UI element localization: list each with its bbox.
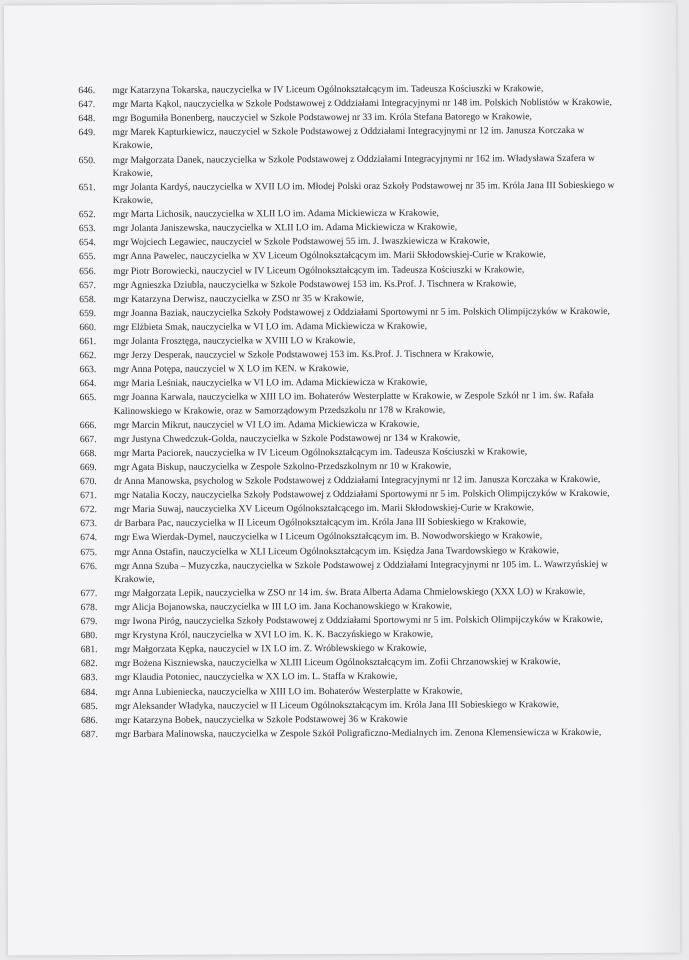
entry-text: mgr Jerzy Desperak, nauczyciel w Szkole Podstawowej 153 im. Ks.Prof. J. Tischnera w Krakowie, xyxy=(113,348,494,362)
entry-text: mgr Aleksander Władyka, nauczyciel w II Liceum Ogólnokształcącym im. Króla Jana III Sobieskiego w Krakowie, xyxy=(114,698,559,712)
list-item xyxy=(79,276,619,292)
entry-number: 684. xyxy=(80,686,98,698)
entry-number: 687. xyxy=(81,728,98,741)
entry-number: 656. xyxy=(79,265,96,277)
entry-number: 653. xyxy=(78,223,96,235)
list-item xyxy=(80,416,620,432)
list-item xyxy=(81,613,621,629)
entry-text: mgr Anna Lubieniecka, nauczycielka w XIII LO im. Bohaterów Westerplatte w Krakowie, xyxy=(114,685,463,698)
list-item xyxy=(78,96,618,112)
entry-number: 665. xyxy=(79,392,97,404)
entry-text: mgr Jolanta Frosztęga, nauczycielka w XVIII LO w Krakowie, xyxy=(113,334,356,348)
entry-text: mgr Anna Potępa, nauczyciel w X LO im KEN. w Krakowie, xyxy=(113,363,349,376)
list-item xyxy=(81,641,621,657)
entry-number: 662. xyxy=(79,350,97,362)
list-item xyxy=(81,697,621,713)
entry-number: 649. xyxy=(78,127,96,139)
entry-number: 685. xyxy=(80,700,98,712)
list-item xyxy=(80,487,620,503)
entry-number: 670. xyxy=(79,476,97,488)
entry-number: 664. xyxy=(79,378,97,390)
entry-number: 650. xyxy=(78,154,96,166)
entry-text: mgr Katarzyna Bobek, nauczycielka w Szkole Podstawowej 36 w Krakowie xyxy=(115,713,408,726)
entry-number: 647. xyxy=(78,99,96,111)
entry-text: mgr Małgorzata Lepik, nauczycielka w ZSO nr 14 im. św. Brata Alberta Adama Chmielowskiego (XXX LO) w Krakowie, xyxy=(114,585,586,599)
list-item xyxy=(79,220,619,236)
entry-number: 679. xyxy=(80,616,98,628)
list-item xyxy=(81,683,621,699)
entry-text: mgr Katarzyna Derwisz, nauczycielka w ZSO nr 35 w Krakowie, xyxy=(113,292,364,305)
entry-number: 657. xyxy=(79,279,96,291)
list-item xyxy=(80,501,620,517)
list-item xyxy=(81,655,621,671)
entry-text: mgr Małgorzata Kępka, nauczyciel w IX LO im. Z. Wróblewskiego w Krakowie, xyxy=(114,642,427,656)
entry-text: mgr Jolanta Janiszewska, nauczycielka w XLII LO im. Adama Mickiewicza w Krakowie, xyxy=(112,221,458,235)
list-item xyxy=(80,375,620,391)
entry-number: 668. xyxy=(79,447,97,460)
list-item xyxy=(79,234,619,250)
entry-number: 671. xyxy=(80,490,97,502)
entry-text: mgr Marta Lichosik, nauczycielka w XLII LO im. Adama Mickiewicza w Krakowie, xyxy=(112,207,439,221)
entry-number: 661. xyxy=(79,336,97,348)
entry-number: 681. xyxy=(80,644,98,656)
entry-text: mgr Klaudia Potoniec, nauczycielka w XX LO im. L. Staffa w Krakowie, xyxy=(114,671,398,684)
list-item xyxy=(79,319,619,335)
entry-text: mgr Anna Pawelec, nauczycielka w XV Liceum Ogólnokształcącym im. Marii Skłodowskiej-Curie w Krakowie, xyxy=(113,249,546,263)
list-item xyxy=(80,431,620,447)
page-shadow xyxy=(636,3,680,953)
entry-number: 678. xyxy=(80,602,98,614)
entry-text: mgr Natalia Koczy, nauczycielka Szkoły Podstawowej z Oddziałami Sportowymi nr 5 im. Polskich Olimpijczyków w Krakowie, xyxy=(114,487,610,502)
entry-number: 660. xyxy=(79,321,97,334)
entry-text: mgr Małgorzata Danek, nauczycielka w Szkole Podstawowej z Oddziałami Integracyjnymi nr 162 im. Władysława Szafera w Krakowie, xyxy=(112,152,595,179)
entry-number: 673. xyxy=(80,518,98,530)
entry-number: 648. xyxy=(78,113,96,125)
list-item xyxy=(79,262,619,278)
list-item xyxy=(80,473,620,489)
signatory-list xyxy=(78,82,621,742)
list-item xyxy=(78,110,618,126)
entry-number: 677. xyxy=(80,587,98,600)
entry-number: 652. xyxy=(78,209,96,221)
list-item xyxy=(80,515,620,531)
entry-number: 667. xyxy=(79,433,97,445)
entry-text: mgr Joanna Baziak, nauczycielka Szkoły Podstawowej z Oddziałami Sportowymi nr 5 im. Polskich Olimpijczyków w Krakowie, xyxy=(113,305,610,319)
entry-number: 659. xyxy=(79,307,97,319)
entry-text: mgr Krystyna Król, nauczycielka w XVI LO im. K. K. Baczyńskiego w Krakowie, xyxy=(114,628,434,642)
entry-text: mgr Maria Leśniak, nauczycielka w VI LO im. Adama Mickiewicza w Krakowie, xyxy=(113,376,428,390)
list-item xyxy=(79,206,619,222)
entry-text: mgr Marcin Mikrut, nauczyciel w VI LO im. Adama Mickiewicza w Krakowie, xyxy=(113,418,420,431)
entry-number: 669. xyxy=(79,462,97,474)
entry-number: 658. xyxy=(79,293,97,305)
entry-number: 663. xyxy=(79,364,97,376)
entry-text: mgr Ewa Wierdak-Dymel, nauczycielka w I Liceum Ogólnokształcącym im. B. Nowodworskiego w Krakowie, xyxy=(114,530,543,544)
entry-text: mgr Maria Suwaj, nauczycielka XV Liceum Ogólnokształcącego im. Marii Skłodowskiej-Curie w Krakowie, xyxy=(114,502,534,516)
entry-number: 646. xyxy=(78,85,96,97)
list-item xyxy=(78,124,618,153)
entry-text: mgr Marek Kapturkiewicz, nauczyciel w Szkole Podstawowej z Oddziałami Integracyjnymi nr 12 im. Janusza Korczaka w Krakowie, xyxy=(112,125,585,152)
list-item xyxy=(80,459,620,475)
list-item xyxy=(79,347,619,363)
list-item xyxy=(80,445,620,461)
list-item xyxy=(81,669,621,685)
entry-text: mgr Piotr Borowiecki, nauczyciel w IV Liceum Ogólnokształcącym im. Tadeusza Kościuszki w Krakowie, xyxy=(113,263,525,277)
entry-text: mgr Justyna Chwedczuk-Golda, nauczycielka w Szkole Podstawowej nr 134 w Krakowie, xyxy=(113,432,461,445)
entry-text: mgr Jolanta Kardyś, nauczycielka w XVII LO im. Młodej Polski oraz Szkoły Podstawowej nr 35 im. Króla Jana III Sobieskiego w Krakowie, xyxy=(112,179,615,207)
entry-text: mgr Anna Szuba – Muzyczka, nauczycielka w Szkole Podstawowej z Oddziałami Integracyjnymi nr 105 im. L. Wawrzyńskiej w Krakowie, xyxy=(114,558,608,585)
list-item xyxy=(81,726,621,742)
entry-number: 655. xyxy=(79,251,96,263)
entry-text: mgr Katarzyna Tokarska, nauczycielka w IV Liceum Ogólnokształcącym im. Tadeusza Kościuszki w Krakowie, xyxy=(112,83,544,96)
entry-text: mgr Iwona Piróg, nauczycielka Szkoły Podstawowej z Oddziałami Sportowymi nr 5 im. Polskich Olimpijczyków w Krakowie, xyxy=(114,613,603,628)
list-item xyxy=(79,248,619,264)
document-page xyxy=(4,3,680,956)
entry-text: dr Barbara Pac, nauczycielka w II Liceum Ogólnokształcącym im. Króla Jana III Sobieskiego w Krakowie, xyxy=(114,516,527,530)
entry-text: mgr Anna Ostafin, nauczycielka w XLI Liceum Ogólnokształcącym im. Księdza Jana Twardowskiego w Krakowie, xyxy=(114,544,559,558)
entry-text: mgr Alicja Bojanowska, nauczycielka w III LO im. Jana Kochanowskiego w Krakowie, xyxy=(114,600,452,614)
list-item xyxy=(81,627,621,643)
entry-number: 680. xyxy=(80,630,98,642)
entry-text: mgr Agnieszka Dziubla, nauczycielka w Szkole Podstawowej 153 im. Ks.Prof. J. Tischnera w Krakowie, xyxy=(113,277,517,291)
list-item xyxy=(79,305,619,321)
entry-text: dr Anna Manowska, psycholog w Szkole Podstawowej z Oddziałami Integracyjnymi nr 12 im. Janusza Korczaka w Krakowie, xyxy=(113,473,601,488)
list-item xyxy=(81,599,621,615)
entry-number: 666. xyxy=(79,419,97,431)
entry-number: 683. xyxy=(80,672,98,684)
entry-number: 682. xyxy=(80,658,98,670)
list-item xyxy=(80,529,620,545)
entry-text: mgr Joanna Karwala, nauczycielka w XIII LO im. Bohaterów Westerplatte w Krakowie, w Zespole Szkół nr 1 im. św. Rafała Kalinowskiego w Krakowie, oraz w Samorządowym Przedszkolu nr 178 w Krakowie, xyxy=(113,390,594,417)
list-item xyxy=(79,291,619,307)
list-item xyxy=(79,151,619,180)
list-item xyxy=(80,389,620,418)
entry-text: mgr Bogumiła Bonenberg, nauczyciel w Szkole Podstawowej nr 33 im. Króla Stefana Batorego w Krakowie, xyxy=(112,111,532,125)
entry-number: 676. xyxy=(80,560,98,572)
list-item xyxy=(79,179,619,208)
list-item xyxy=(78,82,618,98)
entry-text: mgr Elżbieta Smak, nauczycielka w VI LO im. Adama Mickiewicza w Krakowie, xyxy=(113,320,428,333)
list-item xyxy=(79,333,619,349)
entry-text: mgr Bożena Kiszniewska, nauczycielka w XLIII Liceum Ogólnokształcącym im. Zofii Chrzanowskiej w Krakowie, xyxy=(114,656,561,670)
list-item xyxy=(80,543,620,559)
entry-number: 686. xyxy=(81,714,98,726)
list-item xyxy=(81,712,621,728)
list-item xyxy=(79,361,619,377)
entry-number: 654. xyxy=(78,237,96,249)
list-item xyxy=(80,557,620,586)
entry-number: 674. xyxy=(80,532,98,544)
entry-text: mgr Marta Paciorek, nauczycielka w IV Liceum Ogólnokształcącym im. Tadeusza Kościuszki w Krakowie, xyxy=(113,446,528,459)
entry-text: mgr Agata Biskup, nauczycielka w Zespole Szkolno-Przedszkolnym nr 10 w Krakowie, xyxy=(113,460,452,473)
entry-text: mgr Wojciech Legawiec, nauczyciel w Szkole Podstawowej 55 im. J. Iwaszkiewicza w Krakowie, xyxy=(112,235,490,249)
entry-number: 651. xyxy=(78,181,96,194)
entry-text: mgr Marta Kąkol, nauczycielka w Szkole Podstawowej z Oddziałami Integracyjnymi nr 148 im. Polskich Noblistów w Krakowie, xyxy=(112,96,612,111)
entry-number: 675. xyxy=(80,546,98,558)
entry-number: 672. xyxy=(80,504,97,516)
list-item xyxy=(80,585,620,601)
entry-text: mgr Barbara Malinowska, nauczycielka w Zespole Szkół Poligraficzno-Medialnych im. Zenona Klemensiewicza w Krakowie, xyxy=(115,726,602,740)
